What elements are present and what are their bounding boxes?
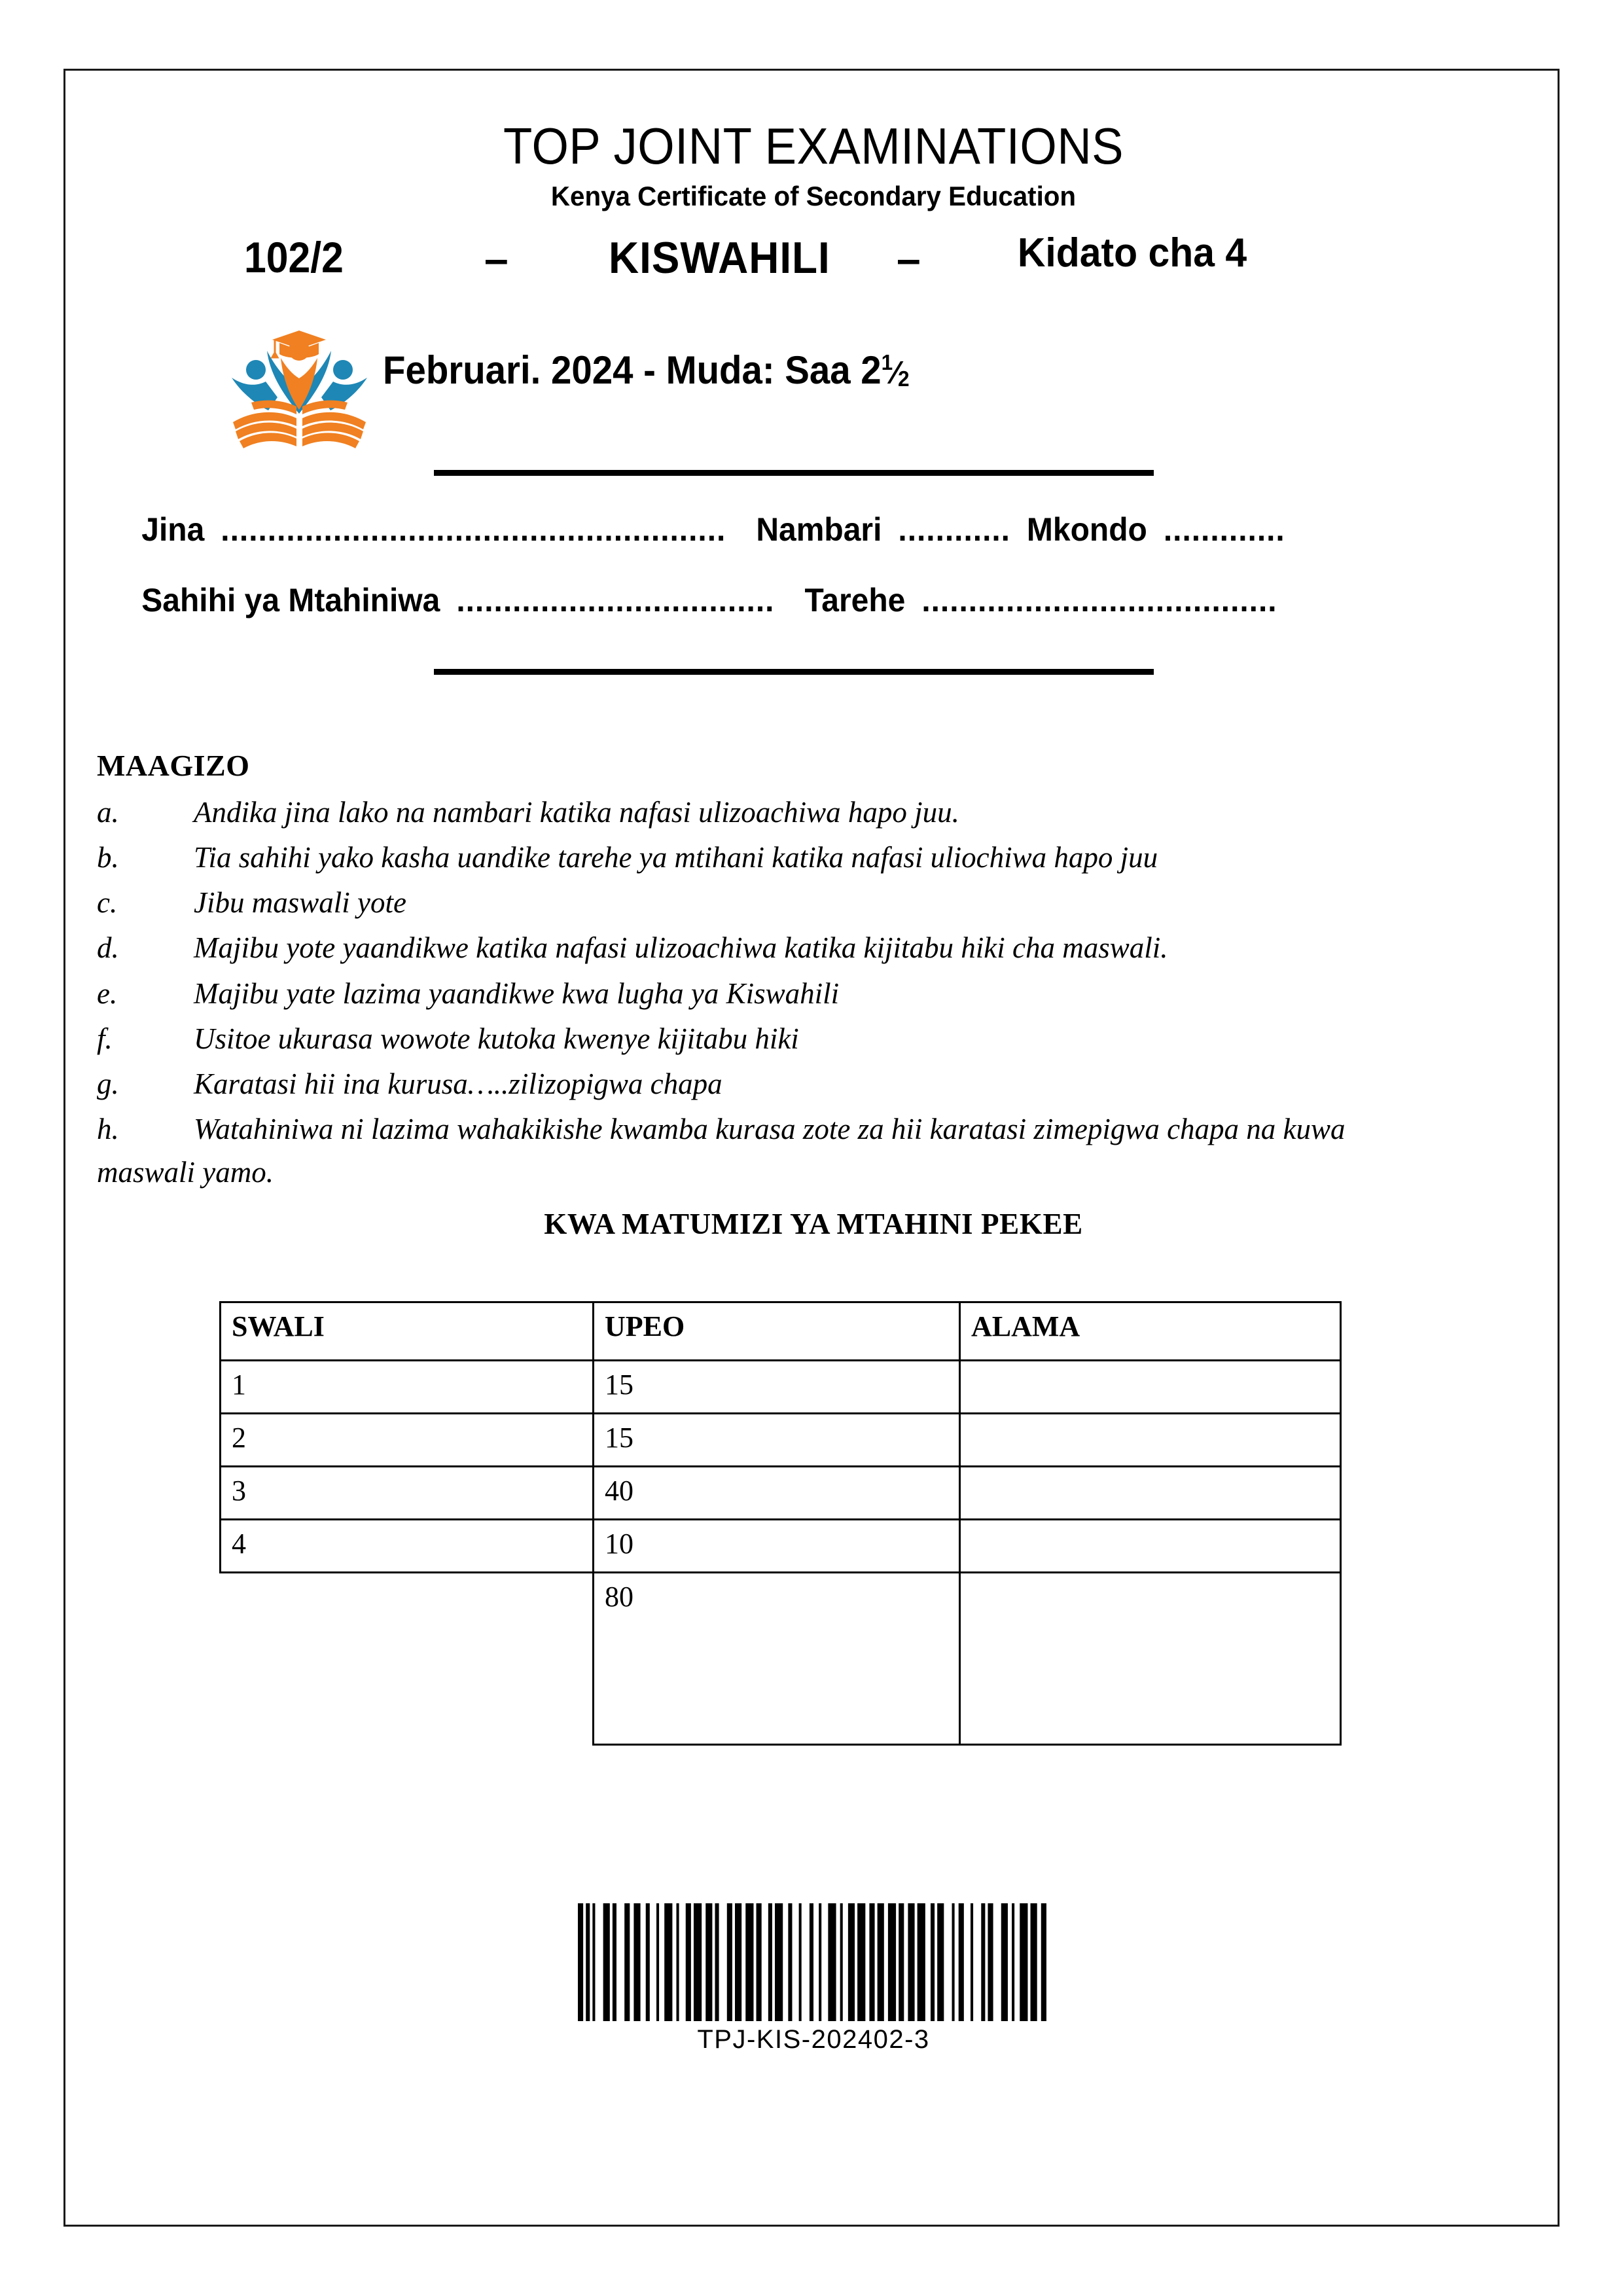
- form-level: Kidato cha 4: [1017, 230, 1247, 276]
- instruction-marker: c.: [97, 886, 118, 920]
- instruction-marker: g.: [97, 1067, 119, 1100]
- exam-header: [65, 71, 1561, 619]
- instruction-marker: e.: [97, 977, 118, 1010]
- cell-alama-total[interactable]: [960, 1573, 1341, 1745]
- table-header-row: [221, 1302, 1341, 1361]
- date-label: Tarehe: [804, 582, 906, 619]
- cell-alama[interactable]: [960, 1414, 1341, 1467]
- table-total-row: [221, 1573, 1341, 1745]
- column-header-upeo: UPEO: [594, 1302, 960, 1361]
- instruction-text-continuation: maswali yamo.: [97, 1156, 274, 1189]
- cell-alama[interactable]: [960, 1520, 1341, 1573]
- instruction-marker: b.: [97, 841, 119, 874]
- table-row: [221, 1520, 1341, 1573]
- instruction-text: Andika jina lako na nambari katika nafasi ulizoachiwa hapo juu.: [194, 796, 959, 829]
- exam-title: TOP JOINT EXAMINATIONS: [503, 117, 1124, 175]
- table-row: [221, 1361, 1341, 1414]
- exam-date-duration: [383, 348, 910, 393]
- exam-date-text: Februari. 2024 - Muda: Saa 2: [383, 348, 882, 393]
- barcode-image: [578, 1903, 1049, 2021]
- stream-input-dots[interactable]: .............: [1163, 511, 1285, 548]
- cell-swali: 4: [221, 1520, 594, 1573]
- instruction-text: Tia sahihi yako kasha uandike tarehe ya mtihani katika nafasi uliochiwa hapo juu: [194, 841, 1158, 874]
- cell-swali: 1: [221, 1361, 594, 1414]
- examiner-use-heading: KWA MATUMIZI YA MTAHINI PEKEE: [544, 1207, 1083, 1240]
- fraction-denominator: 2: [897, 367, 910, 392]
- header-rule-bottom: [434, 669, 1154, 675]
- barcode-block: [65, 1903, 1561, 2054]
- instruction-text: Karatasi hii ina kurusa…..zilizopigwa chapa: [194, 1067, 722, 1100]
- instruction-item: [97, 881, 1524, 924]
- top-joint-examinations-logo: [229, 327, 370, 451]
- stream-label: Mkondo: [1026, 511, 1147, 548]
- instruction-item: [97, 1017, 1524, 1060]
- cell-swali: 3: [221, 1467, 594, 1520]
- cell-upeo: 15: [594, 1361, 960, 1414]
- date-input-dots[interactable]: ......................................: [921, 582, 1277, 619]
- signature-label: Sahihi ya Mtahiniwa: [141, 582, 440, 619]
- instruction-item: [97, 926, 1524, 969]
- cell-swali: 2: [221, 1414, 594, 1467]
- number-label: Nambari: [756, 511, 882, 548]
- column-header-swali: SWALI: [221, 1302, 594, 1361]
- signature-input-dots[interactable]: ..................................: [456, 582, 775, 619]
- header-rule-top: [434, 470, 1154, 476]
- table-row: [221, 1467, 1341, 1520]
- instruction-item: [97, 1107, 1524, 1194]
- dash-separator-2: –: [897, 234, 921, 283]
- fraction-numerator: 1: [881, 351, 893, 376]
- instruction-text: Usitoe ukurasa wowote kutoka kwenye kijitabu hiki: [194, 1022, 799, 1055]
- instruction-marker: f.: [97, 1022, 113, 1055]
- cell-alama[interactable]: [960, 1467, 1341, 1520]
- number-input-dots[interactable]: ............: [898, 511, 1010, 548]
- name-label: Jina: [141, 511, 205, 548]
- instruction-item: [97, 1062, 1524, 1105]
- column-header-alama: ALAMA: [960, 1302, 1341, 1361]
- instruction-text: Majibu yote yaandikwe katika nafasi ulizoachiwa katika kijitabu hiki cha maswali.: [194, 931, 1168, 965]
- candidate-signature-row: [96, 581, 1578, 619]
- cell-upeo: 15: [594, 1414, 960, 1467]
- page-border: [63, 69, 1560, 2227]
- subject-name: KISWAHILI: [609, 233, 830, 283]
- paper-code: 102/2: [244, 233, 344, 282]
- instruction-item: [97, 791, 1524, 834]
- cell-alama[interactable]: [960, 1361, 1341, 1414]
- name-input-dots[interactable]: ......................................................: [221, 511, 726, 548]
- logo-and-date-row: [65, 327, 1561, 444]
- instruction-item: [97, 972, 1524, 1015]
- barcode-label: TPJ-KIS-202402-3: [697, 2025, 930, 2054]
- instruction-text: Watahiniwa ni lazima wahakikishe kwamba kurasa zote za hii karatasi zimepigwa chapa na kuwa: [194, 1112, 1346, 1145]
- cell-upeo: 40: [594, 1467, 960, 1520]
- examiner-use-section: [65, 1206, 1561, 1746]
- instruction-marker: d.: [97, 931, 119, 965]
- cell-swali-blank: [221, 1573, 594, 1745]
- dash-separator-1: –: [484, 234, 508, 283]
- fraction-slash: ⁄: [893, 355, 898, 391]
- instruction-marker: a.: [97, 796, 119, 829]
- exam-subtitle: Kenya Certificate of Secondary Education: [550, 180, 1077, 211]
- marks-table: [219, 1301, 1342, 1746]
- cell-upeo-total: 80: [594, 1573, 960, 1745]
- candidate-name-row: [96, 511, 1578, 548]
- subject-row: [65, 228, 1561, 327]
- instruction-text: Jibu maswali yote: [194, 886, 406, 920]
- instruction-text: Majibu yate lazima yaandikwe kwa lugha ya Kiswahili: [194, 977, 840, 1010]
- instructions-heading: MAAGIZO: [97, 749, 250, 782]
- instruction-marker: h.: [97, 1112, 119, 1145]
- table-row: [221, 1414, 1341, 1467]
- instructions-section: [97, 748, 1524, 1196]
- duration-fraction: [882, 348, 910, 392]
- instruction-item: [97, 836, 1524, 879]
- cell-upeo: 10: [594, 1520, 960, 1573]
